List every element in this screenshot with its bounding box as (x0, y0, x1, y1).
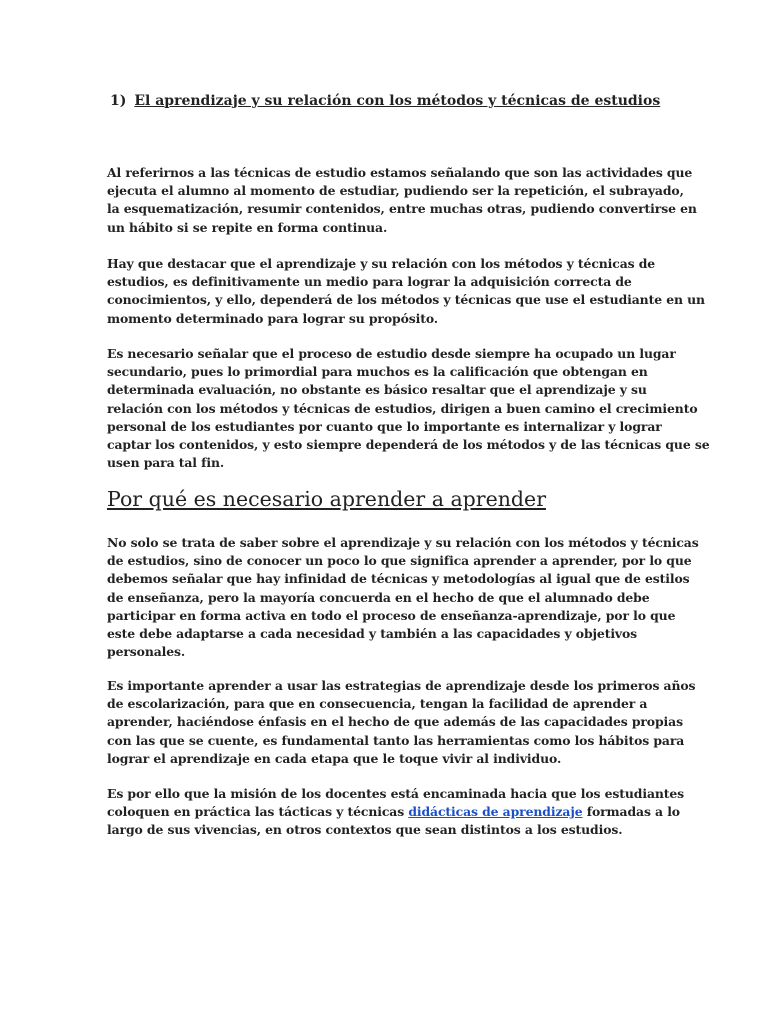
paragraph-destacar (107, 255, 705, 328)
text-line: Al referirnos a las técnicas de estudio estamos señalando que son las actividades que (107, 165, 693, 180)
text-line: conocimientos, y ello, dependerá de los métodos y técnicas que use el estudiante en un (107, 292, 705, 308)
text-line: Es importante aprender a usar las estrategias de aprendizaje desde los primeros años (107, 678, 696, 693)
text-line: largo de sus vivencias, en otros contextos que sean distintos a los estudios. (107, 822, 623, 838)
text-line: ejecuta el alumno al momento de estudiar, pudiendo ser la repetición, el subrayado, (107, 183, 684, 199)
text-line: relación con los métodos y técnicas de estudios, dirigen a buen camino el crecimiento (107, 400, 698, 416)
text-line: lograr el aprendizaje en cada etapa que le toque vivir al individuo. (107, 750, 562, 766)
text-line: momento determinado para lograr su propósito. (107, 310, 439, 326)
text-line: captar los contenidos, y esto siempre dependerá de los métodos y de las técnicas que se (107, 437, 710, 453)
text-line: personales. (107, 644, 186, 660)
didacticas-aprendizaje-link[interactable]: didácticas de aprendizaje (408, 804, 583, 820)
section-heading-aprender-a-aprender: Por qué es necesario aprender a aprender (107, 487, 546, 511)
text-line: con las que se cuente, es fundamental tanto las herramientas como los hábitos para (107, 732, 685, 748)
text-line: No solo se trata de saber sobre el aprendizaje y su relación con los métodos y técnicas (107, 535, 699, 550)
section-number: 1) (110, 93, 127, 109)
text-line: Es necesario señalar que el proceso de estudio desde siempre ha ocupado un lugar (107, 346, 676, 361)
text-line: participar en forma activa en todo el proceso de enseñanza-aprendizaje, por lo que (107, 607, 676, 623)
text-line: un hábito si se repite en forma continua. (107, 219, 388, 235)
text-line: de estudios, sino de conocer un poco lo que significa aprender a aprender, por lo que (107, 553, 692, 569)
paragraph-tecnicas-estudio (107, 164, 697, 237)
paragraph-proceso-estudio (107, 345, 710, 472)
section-heading-aprendizaje (110, 93, 660, 109)
text-line: debemos señalar que hay infinidad de técnicas y metodologías al igual que de estilos (107, 571, 690, 587)
text-segment: formadas a lo (582, 804, 680, 820)
text-line: este debe adaptarse a cada necesidad y también a las capacidades y objetivos (107, 626, 638, 642)
text-line: secundario, pues lo primordial para muchos es la calificación que obtengan en (107, 364, 648, 380)
paragraph-es-importante (107, 677, 696, 768)
text-line: usen para tal fin. (107, 455, 225, 471)
paragraph-no-solo (107, 534, 699, 661)
text-line: Hay que destacar que el aprendizaje y su relación con los métodos y técnicas de (107, 256, 656, 271)
text-line: determinada evaluación, no obstante es básico resaltar que el aprendizaje y su (107, 382, 647, 398)
text-line: de escolarización, para que en consecuencia, tengan la facilidad de aprender a (107, 696, 648, 712)
text-line-with-link (107, 803, 680, 821)
paragraph-mision-docentes (107, 785, 685, 840)
section-title: El aprendizaje y su relación con los métodos y técnicas de estudios (134, 93, 661, 109)
text-line: estudios, es definitivamente un medio para lograr la adquisición correcta de (107, 274, 632, 290)
text-line: aprender, haciéndose énfasis en el hecho de que además de las capacidades propias (107, 714, 683, 730)
text-line: Es por ello que la misión de los docentes está encaminada hacia que los estudiantes (107, 786, 685, 801)
text-segment: coloquen en práctica las tácticas y técnicas (107, 804, 409, 820)
text-line: la esquematización, resumir contenidos, entre muchas otras, pudiendo convertirse en (107, 201, 697, 217)
text-line: personal de los estudiantes por cuanto que lo importante es internalizar y lograr (107, 418, 662, 434)
text-line: de enseñanza, pero la mayoría concuerda en el hecho de que el alumnado debe (107, 589, 650, 605)
